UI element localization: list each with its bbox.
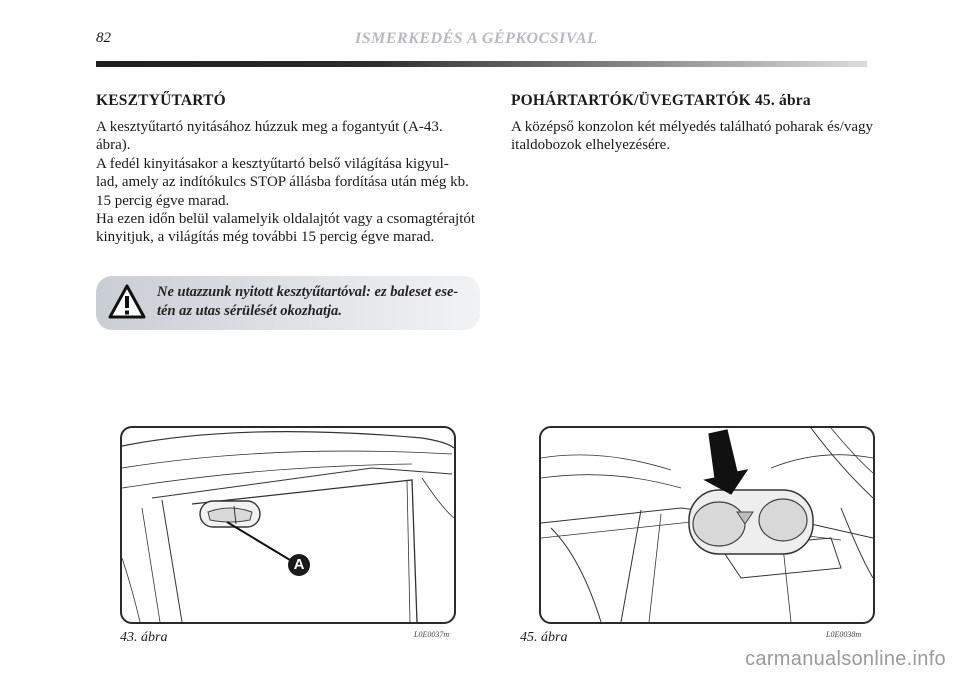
warning-line: tén az utas sérülését okozhatja.	[157, 303, 342, 319]
paragraph-line: lad, amely az indítókulcs STOP állásba fordítása után még kb.	[96, 174, 469, 191]
figure-cupholder	[539, 426, 875, 624]
glovebox-heading: KESZTYŰTARTÓ	[96, 92, 226, 109]
paragraph-line: A középső konzolon két mélyedés található poharak és/vagy	[511, 119, 873, 135]
cupholder-heading: POHÁRTARTÓK/ÜVEGTARTÓK 45. ábra	[511, 92, 811, 109]
callout-a-badge: A	[288, 554, 310, 576]
paragraph-line: A kesztyűtartó nyitásához húzzuk meg a fogantyút (A-43.	[96, 119, 443, 135]
cupholder-illustration-icon	[541, 428, 873, 622]
paragraph-line: Ha ezen időn belül valamelyik oldalajtót vagy a csomagtérajtót	[96, 211, 476, 228]
figure-caption: 43. ábra	[120, 630, 168, 645]
paragraph-line: kinyitjuk, a világítás még további 15 percig égve marad.	[96, 229, 435, 246]
page-number: 82	[96, 30, 111, 46]
watermark: carmanualsonline.info	[745, 648, 946, 670]
figure-glovebox	[120, 426, 456, 624]
warning-line: Ne utazzunk nyitott kesztyűtartóval: ez baleset ese-	[157, 284, 459, 300]
glovebox-paragraph	[96, 118, 480, 247]
glovebox-illustration-icon	[122, 428, 454, 622]
paragraph-line: A fedél kinyitásakor a kesztyűtartó belső világítása kigyul-	[96, 155, 449, 172]
paragraph-line: ábra).	[96, 137, 131, 154]
paragraph-line: italdobozok elhelyezésére.	[511, 137, 671, 154]
warning-triangle-icon	[108, 284, 146, 320]
figure-caption: 45. ábra	[520, 630, 568, 645]
header-rule	[96, 61, 867, 67]
paragraph-line: 15 percig égve marad.	[96, 192, 230, 209]
figure-code: L0E0038m	[826, 630, 862, 639]
chapter-title: ISMERKEDÉS A GÉPKOCSIVAL	[355, 30, 598, 47]
cupholder-paragraph	[511, 118, 901, 155]
warning-text	[157, 283, 469, 321]
figure-code: L0E0037m	[414, 630, 450, 639]
